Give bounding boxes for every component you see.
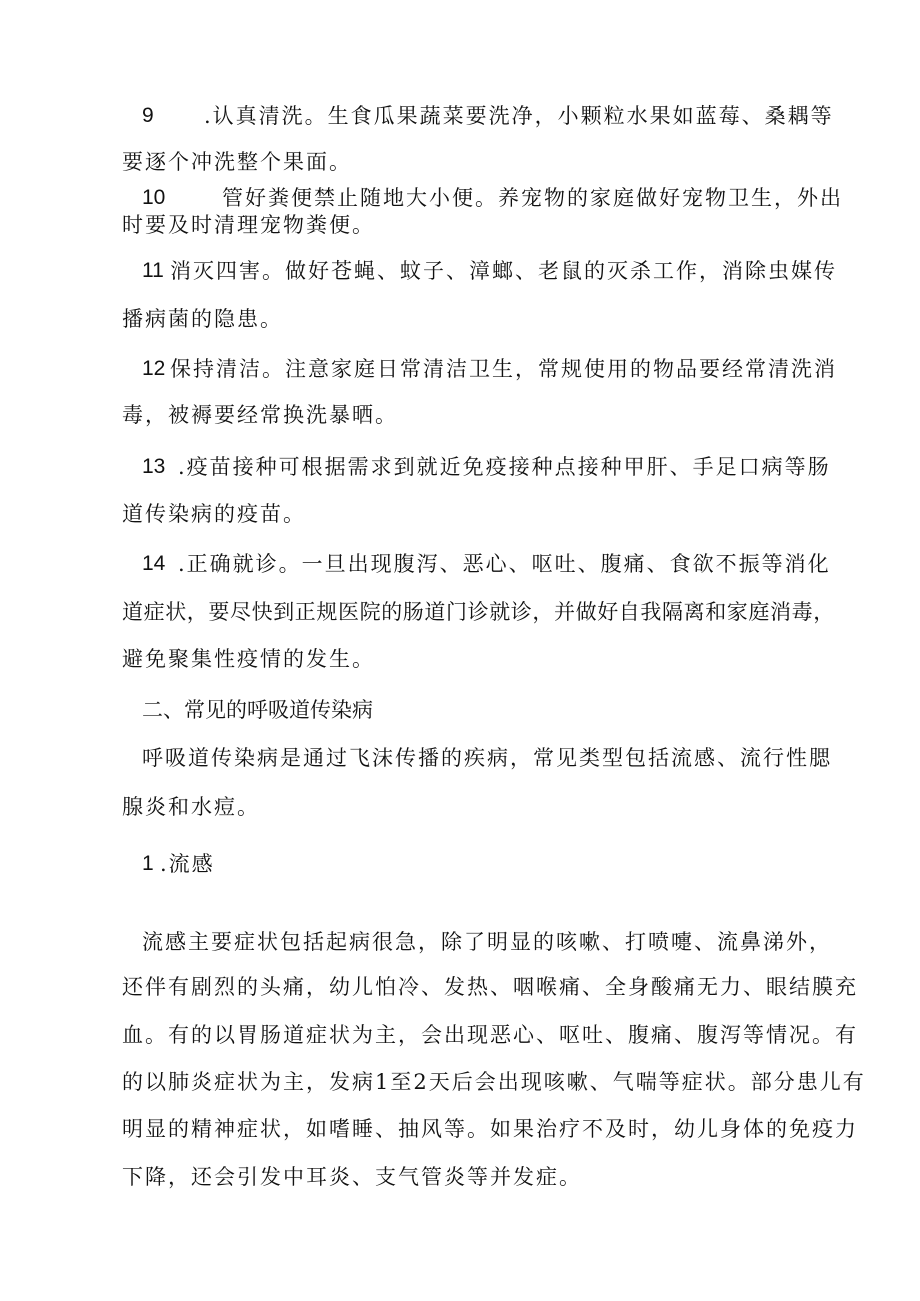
flu-line: 明显的精神症状，如嗜睡、抽风等。如果治疗不及时，幼儿身体的免疫力 — [122, 1117, 858, 1141]
sub-heading-number: 1 — [142, 852, 154, 875]
item-number: 12 — [142, 357, 166, 380]
flu-line: 的以肺炎症状为主，发病1至2天后会出现咳嗽、气喘等症状。部分患儿有 — [122, 1070, 866, 1094]
item-text-line: 管好粪便禁止随地大小便。养宠物的家庭做好宠物卫生，外出 — [222, 186, 843, 210]
item-number: 9 — [142, 104, 154, 127]
item-number: 11 — [142, 259, 164, 282]
flu-line: 血。有的以胃肠道症状为主，会出现恶心、呕吐、腹痛、腹泻等情况。有 — [122, 1023, 858, 1047]
item-number: 14 — [142, 552, 166, 575]
item-text-line: 消灭四害。做好苍蝇、蚊子、漳螂、老鼠的灭杀工作，消除虫媒传 — [170, 259, 837, 283]
item-number: 13 — [142, 455, 166, 478]
section-heading: 二、常见的呼吸道传染病 — [142, 698, 373, 722]
intro-line: 呼吸道传染病是通过飞沫传播的疾病，常见类型包括流感、流行性腮 — [142, 746, 832, 770]
flu-line: 流感主要症状包括起病很急，除了明显的咳嗽、打喷嚏、流鼻涕外， — [142, 930, 832, 954]
item-text-line: 保持清洁。注意家庭日常清洁卫生，常规使用的物品要经常清洗消 — [170, 357, 837, 381]
flu-line: 下降，还会引发中耳炎、支气管炎等并发症。 — [122, 1165, 582, 1189]
intro-line: 腺炎和水痘。 — [122, 795, 260, 819]
item-text-line: 播病菌的隐患。 — [122, 307, 283, 331]
item-text-line: .正确就诊。一旦出现腹泻、恶心、呕吐、腹痛、食欲不振等消化 — [178, 552, 831, 576]
item-text-line: 道传染病的疫苗。 — [122, 502, 306, 526]
item-text-line: 避免聚集性疫情的发生。 — [122, 647, 375, 671]
item-text-line: 时要及时清理宠物粪便。 — [122, 213, 375, 237]
item-text-line: 要逐个冲洗整个果面。 — [122, 150, 352, 174]
item-text-line: .疫苗接种可根据需求到就近免疫接种点接种甲肝、手足口病等肠 — [178, 455, 831, 479]
item-number: 10 — [142, 186, 166, 209]
flu-line: 还伴有剧烈的头痛，幼儿怕冷、发热、咽喉痛、全身酸痛无力、眼结膜充 — [122, 975, 858, 999]
item-text-line: .认真清洗。生食瓜果蔬菜要洗净，小颗粒水果如蓝莓、桑耦等 — [204, 104, 834, 128]
item-text-line: 毒，被褥要经常换洗暴晒。 — [122, 403, 398, 427]
item-text-line: 道症状，要尽快到正规医院的肠道门诊就诊，并做好自我隔离和家庭消毒， — [122, 600, 835, 624]
sub-heading-text: .流感 — [160, 852, 215, 876]
